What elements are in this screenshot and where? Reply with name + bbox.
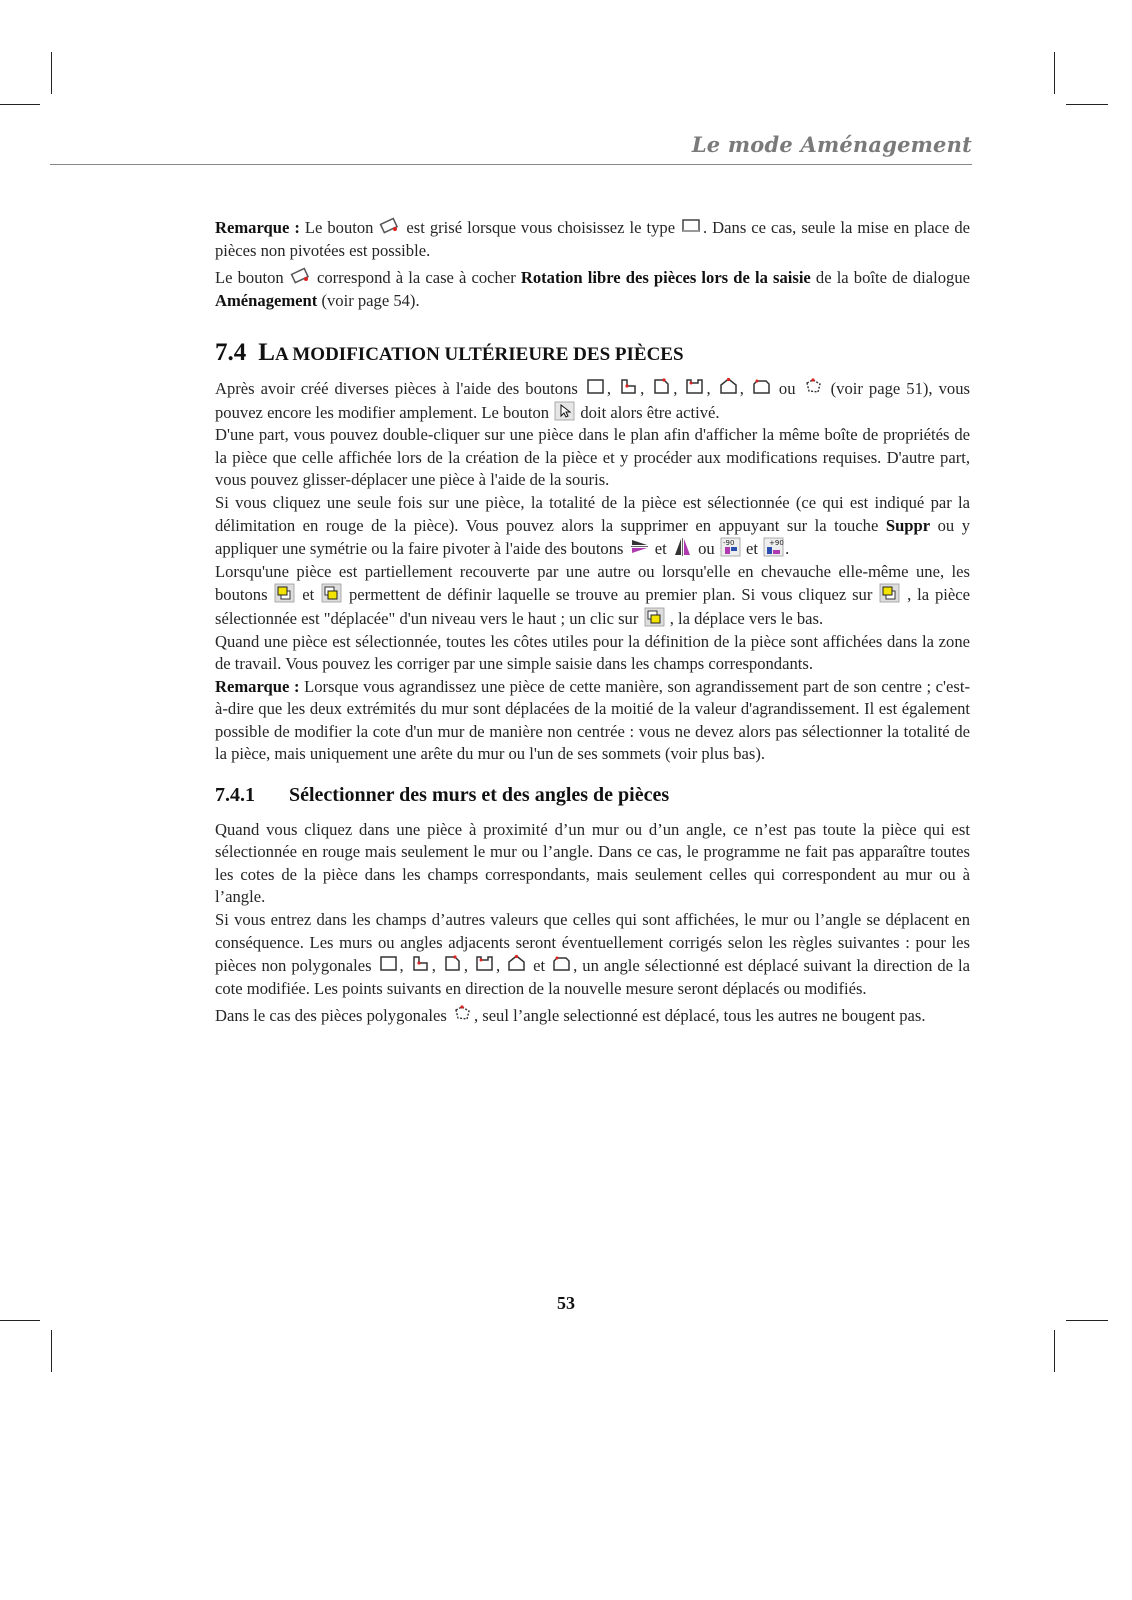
page-body — [215, 216, 970, 1028]
crop-mark — [1054, 52, 1055, 94]
text: Lorsque vous agrandissez une pièce de cette manière, son agrandissement part de son centre ; c'est-à-dire que les deux extrémités du mur sont déplacées de la moitié de la valeur d'agrandissement. Il est également possible de modifier la cote d'un mur de manière non centrée : vous ne devez alors pas sélectionner la totalité de la pièce, mais uniquement une arête du mur ou l'un de ses sommets (voir plus bas). — [215, 676, 970, 764]
text: ou y appliquer une symétrie ou la faire pivoter à l'aide des boutons — [215, 515, 971, 559]
text: Le bouton — [299, 218, 379, 237]
page-number: 53 — [557, 1293, 575, 1313]
text: ou — [772, 378, 802, 398]
section-title: A MODIFICATION ULTÉRIEURE DES PIÈCES — [274, 344, 684, 366]
text: correspond à la case à cocher — [311, 268, 521, 288]
text: et — [296, 585, 321, 605]
room-cut-corner-icon — [442, 954, 463, 974]
subsection-number: 7.4.1 — [215, 784, 255, 807]
subsection-heading — [215, 784, 970, 807]
text: , — [463, 956, 468, 976]
text: doit alors être activé. — [576, 402, 720, 422]
paragraph — [215, 1004, 970, 1028]
section-heading — [215, 339, 970, 367]
text: . Dans ce cas, seule la mise en place de pièces non pivotées est possible. — [215, 218, 970, 260]
paragraph — [215, 377, 970, 424]
rectangle-room-type-icon — [681, 216, 702, 236]
rotated-room-icon — [290, 266, 311, 286]
text: Si vous entrez dans les champs d’autres valeurs que celles qui sont affichées, le mur ou l’angle se déplacent en conséquence. Les murs ou angles adjacents seront éventuellement corrigés selon les règles suivantes : pour les pièces non polygonales — [215, 910, 970, 976]
mirror-horizontal-icon — [629, 537, 650, 557]
text: , la déplace vers le bas. — [665, 608, 824, 628]
text: ou — [693, 539, 719, 559]
text: , — [399, 956, 404, 976]
crop-mark — [1054, 1330, 1055, 1372]
text: , — [496, 956, 501, 976]
paragraph — [215, 492, 970, 561]
crop-mark — [1066, 104, 1108, 105]
room-polygon-icon — [803, 377, 824, 397]
text: (voir page 54). — [317, 290, 420, 310]
text: , — [673, 378, 678, 398]
room-l-shape-icon — [410, 954, 431, 974]
paragraph — [215, 561, 970, 631]
text: Lorsqu'une pièce est partiellement recouverte par une autre ou lorsqu'elle en chevauche elle-même une, les boutons — [215, 561, 970, 605]
text: , la pièce sélectionnée est "déplacée" d'un niveau vers le haut ; un clic sur — [215, 585, 970, 628]
svg-text:-90: -90 — [722, 539, 735, 548]
crop-mark — [0, 104, 40, 105]
header-title: Le mode Aménagement — [691, 132, 972, 157]
send-backward-icon — [644, 607, 665, 627]
room-octagon-icon — [551, 954, 572, 974]
room-pentagon-icon — [718, 377, 739, 397]
remark-paragraph — [215, 216, 970, 262]
send-backward-icon — [321, 583, 342, 603]
text: et — [741, 539, 763, 559]
text: et — [528, 956, 551, 976]
rotation-paragraph — [215, 266, 970, 312]
rotate-plus-90-icon — [763, 537, 784, 557]
text: Le bouton — [215, 268, 289, 288]
section-title-initial: L — [258, 339, 275, 367]
text: , seul l’angle selectionné est déplacé, tous les autres ne bougent pas. — [473, 1006, 926, 1026]
text: (voir page 51), vous pouvez encore les modifier amplement. Le bouton — [215, 378, 970, 422]
running-header — [50, 132, 972, 165]
text: de la boîte de dialogue — [810, 268, 970, 288]
room-polygon-icon — [452, 1004, 473, 1024]
crop-mark — [51, 52, 52, 94]
paragraph: Quand une pièce est sélectionnée, toutes les côtes utiles pour la définition de la pièce sont affichées dans la zone de travail. Vous pouvez les corriger par une simple saisie dans les champs correspondants. — [215, 631, 970, 674]
mirror-vertical-icon — [672, 537, 693, 557]
paragraph: Quand vous cliquez dans une pièce à proximité d’un mur ou d’un angle, ce n’est pas toute la pièce qui est sélectionnée en rouge mais seulement le mur ou l’angle. Dans ce cas, le programme ne fait pas apparaître toutes les cotes de la pièce dans les champs correspondants, mais seulement celles qui correspondent au mur ou à l’angle. — [215, 819, 970, 907]
room-rectangle-icon — [378, 954, 399, 974]
bring-forward-icon — [274, 583, 295, 603]
crop-mark — [51, 1330, 52, 1372]
rotated-room-icon — [379, 216, 400, 236]
text: . — [785, 539, 790, 559]
room-u-shape-icon — [684, 377, 705, 397]
subsection-title: Sélectionner des murs et des angles de pièces — [289, 784, 670, 807]
text: , — [739, 378, 744, 398]
text: et — [650, 539, 671, 559]
room-l-shape-icon — [618, 377, 639, 397]
paragraph — [215, 909, 970, 1000]
text: , — [431, 956, 436, 976]
crop-mark — [0, 1320, 40, 1321]
key-name: Suppr — [885, 515, 931, 535]
remark-paragraph — [215, 676, 970, 766]
section-number: 7.4 — [215, 339, 247, 367]
remark-label: Remarque : — [215, 676, 300, 696]
text: , un angle sélectionné est déplacé suivant la direction de la cote modifiée. Les points suivants en direction de la nouvelle mesure seront déplacés ou modifiés. — [215, 956, 970, 998]
room-u-shape-icon — [474, 954, 495, 974]
text: , — [606, 378, 612, 398]
text: Après avoir créé diverses pièces à l'aide des boutons — [215, 378, 584, 398]
rotate-minus-90-icon — [720, 537, 741, 557]
remark-label: Remarque : — [215, 218, 300, 237]
room-octagon-icon — [751, 377, 772, 397]
text: Dans le cas des pièces polygonales — [215, 1006, 451, 1026]
crop-mark — [1066, 1320, 1108, 1321]
svg-text:+90: +90 — [769, 539, 784, 548]
text: est grisé lorsque vous choisissez le type — [401, 218, 681, 237]
bold-text: Aménagement — [215, 290, 318, 310]
text: Si vous cliquez une seule fois sur une pièce, la totalité de la pièce est sélectionnée (ce qui est indiqué par la délimitation en rouge de la pièce). Vous pouvez alors la supprimer en appuyant sur la touche — [215, 492, 970, 535]
bold-text: Rotation libre des pièces lors de la saisie — [520, 268, 811, 288]
bring-forward-icon — [879, 583, 900, 603]
room-pentagon-icon — [506, 954, 527, 974]
pointer-arrow-icon — [554, 401, 575, 421]
room-cut-corner-icon — [651, 377, 672, 397]
text: , — [706, 378, 711, 398]
room-rectangle-icon — [585, 377, 606, 397]
text: permettent de définir laquelle se trouve au premier plan. Si vous cliquez sur — [343, 585, 879, 605]
paragraph: D'une part, vous pouvez double-cliquer sur une pièce dans le plan afin d'afficher la même boîte de propriétés de la pièce que celle affichée lors de la création de la pièce et y procéder aux modifications requises. D'autre part, vous pouvez glisser-déplacer une pièce à l'aide de la souris. — [215, 425, 970, 490]
text: , — [640, 378, 645, 398]
